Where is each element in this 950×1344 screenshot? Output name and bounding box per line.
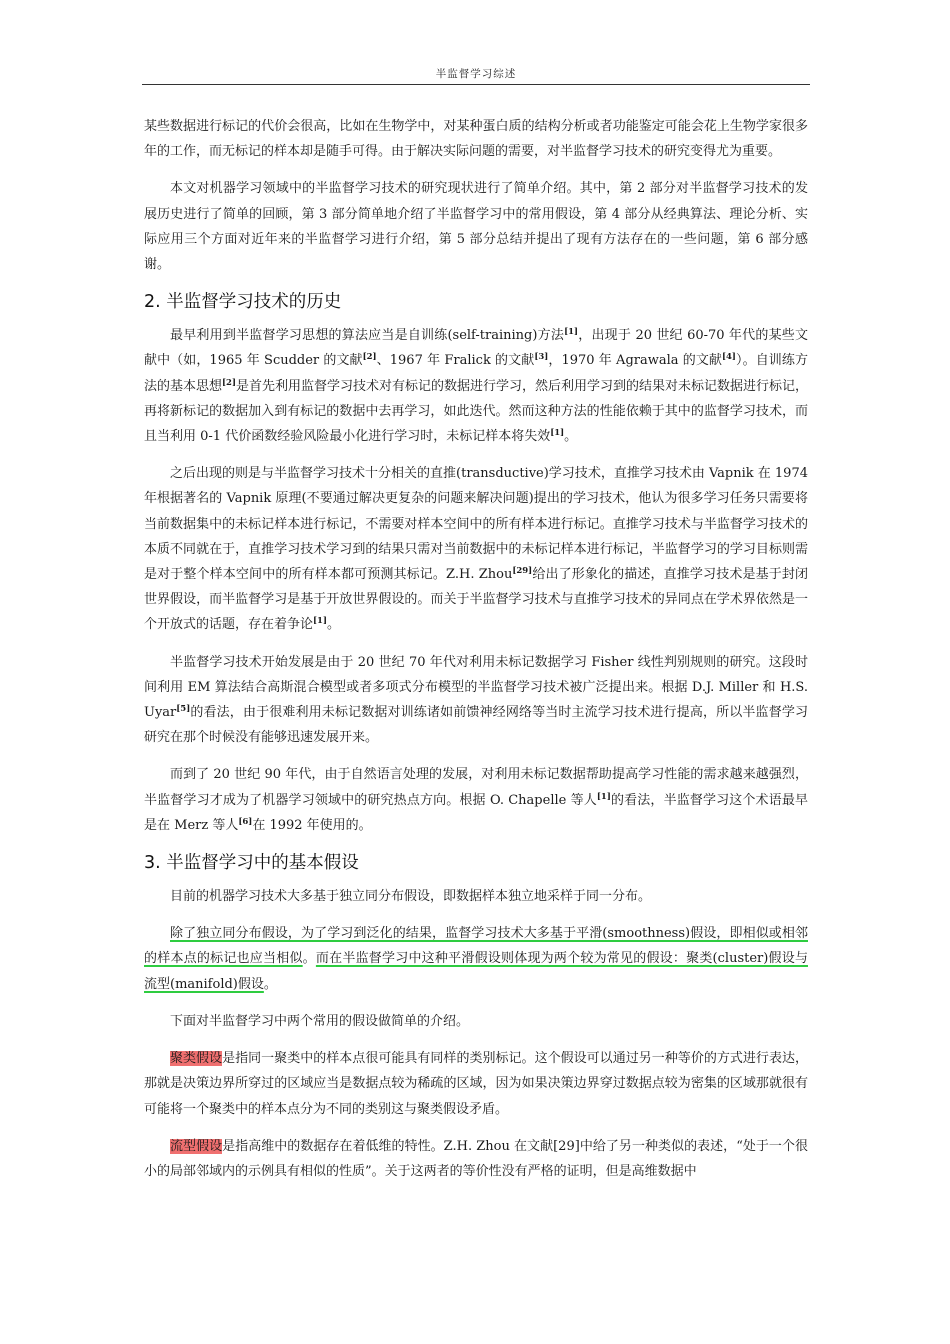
text-run: 。 [263,976,277,992]
highlight-annotation: 流型假设 [170,1138,223,1154]
text-run: 而到了 20 世纪 90 年代，由于自然语言处理的发展，对利用未标记数据帮助提高学习性能的需求越来越强烈，半监督学习才成为了机器学习领域中的研究热点方向。根据 O. Chapelle 等人 [144,767,808,808]
paragraph-iid: 目前的机器学习技术大多基于独立同分布假设，即数据样本独立地采样于同一分布。 [170,889,652,905]
paragraph-cluster-assumption [144,1046,808,1122]
text-run: 的看法，由于很难利用未标记数据对训练诸如前馈神经网络等当时主流学习技术进行提高，所以半监督学习研究在那个时候没有能够迅速发展开来。 [144,705,808,746]
text-run: ，出现于 20 世纪 60-70 年代的某些文献中（如，1965 年 Scudder 的文献 [144,328,808,369]
paragraph-outline: 本文对机器学习领域中的半监督学习技术的研究现状进行了简单介绍。其中，第 2 部分对半监督学习技术的发展历史进行了简单的回顾，第 3 部分简单地介绍了半监督学习中的常用假设，第 4 部分从经典算法、理论分析、实际应用三个方面对近年来的半监督学习进行介绍，第 5 部分总结并提出了现有方法存在的一些问题，第 6 部分感谢。 [144,181,808,273]
text-run: 是首先利用监督学习技术对有标记的数据进行学习，然后利用学习到的结果对未标记数据进行标记，再将新标记的数据加入到有标记的数据中去再学习，如此迭代。然而这种方法的性能依赖于其中的监督学习技术，而且当利用 0-1 代价函数经验风险最小化进行学习时，未标记样本将失效 [144,378,808,445]
text-run: 的看法，半监督学习这个术语最早是在 Merz 等人 [144,792,808,833]
citation: [2] [222,377,236,388]
citation: [2] [362,352,377,363]
citation: [29] [512,566,533,577]
text-run: 。 [326,617,340,633]
text-run: 是指高维中的数据存在着低维的特性。Z.H. Zhou 在文献[29]中给了另一种类似的表述，“处于一个很小的局部邻域内的示例具有相似的性质”。关于这两者的等价性没有严格的证明，但是高维数据中 [144,1138,808,1179]
header-rule [142,84,810,85]
text-run: 、1967 年 Fralick 的文献 [376,353,535,369]
text-run: 是指同一聚类中的样本点很可能具有同样的类别标记。这个假设可以通过另一种等价的方式进行表达，那就是决策边界所穿过的区域应当是数据点较为稀疏的区域，因为如果决策边界穿过数据点较为密集的区域那就很有可能将一个聚类中的样本点分为不同的类别这与聚类假设矛盾。 [144,1051,808,1117]
document-body [144,114,808,1184]
citation: [1] [550,428,565,439]
paragraph-smoothness [144,921,808,997]
text-run: 最早利用到半监督学习思想的算法应当是自训练(self-training)方法 [170,328,565,344]
text-run: 之后出现的则是与半监督学习技术十分相关的直推(transductive)学习技术，直推学习技术由 Vapnik 在 1974 年根据著名的 Vapnik 原理(不要通过解决更复杂的问题来解决问题)提出的学习技术，他认为很多学习任务只需要将当前数据集中的未标记样本进行标记，不需要对样本空间中的所有样本进行标记。直推学习技术与半监督学习技术的本质不同就在于，直推学习技术学习到的结果只需对当前数据中的未标记样本进行标记，半监督学习的学习目标则需是对于整个样本空间中的所有样本都可预测其标记。Z.H. Zhou [144,466,808,583]
paragraph-early-development [144,650,808,751]
citation: [1] [596,791,611,802]
text-run: ）。自训练方法的基本思想 [144,353,808,394]
paragraph-intro-assumptions: 下面对半监督学习中两个常用的假设做简单的介绍。 [170,1013,470,1029]
text-run: 半监督学习技术开始发展是由于 20 世纪 70 年代对利用未标记数据学习 Fisher 线性判别规则的研究。这段时间利用 EM 算法结合高斯混合模型或者多项式分布模型的半监督学习技术被广泛提出来。根据 D.J. Miller 和 H.S. Uyar [144,654,808,721]
highlight-annotation: 聚类假设 [170,1051,223,1067]
running-header: 半监督学习综述 [435,68,517,80]
paragraph-transductive [144,461,808,637]
paragraph-self-training [144,323,808,449]
section-heading-assumptions: 3. 半监督学习中的基本假设 [144,853,359,874]
citation: [6] [238,816,253,827]
citation: [1] [564,327,579,338]
paragraph-1990s [144,762,808,838]
citation: [5] [176,704,191,715]
underline-annotation: 除了独立同分布假设，为了学习到泛化的结果，监督学习技术大多基于平滑(smoothness)假设，即相似或相邻的样本点的标记也应当相似 [144,926,808,967]
text-run: 给出了形象化的描述，直推学习技术是基于封闭世界假设，而半监督学习是基于开放世界假设的。而关于半监督学习技术与直推学习技术的异同点在学术界依然是一个开放式的话题，存在着争论 [144,567,808,633]
text-run: 在 1992 年使用的。 [252,817,372,833]
citation: [4] [722,352,736,363]
text-run: ，1970 年 Agrawala 的文献 [548,353,722,369]
text-run: 。 [564,429,578,445]
paragraph-manifold-assumption [144,1134,808,1184]
citation: [3] [534,352,549,363]
paragraph-intro-continued: 某些数据进行标记的代价会很高，比如在生物学中，对某种蛋白质的结构分析或者功能鉴定可能会花上生物学家很多年的工作，而无标记的样本却是随手可得。由于解决实际问题的需要，对半监督学习技术的研究变得尤为重要。 [144,119,808,160]
text-run: 。 [302,951,316,967]
underline-annotation: 而在半监督学习中这种平滑假设则体现为两个较为常见的假设：聚类(cluster)假设与流型(manifold)假设 [144,951,808,992]
citation: [1] [313,616,327,627]
section-heading-history: 2. 半监督学习技术的历史 [144,292,342,313]
